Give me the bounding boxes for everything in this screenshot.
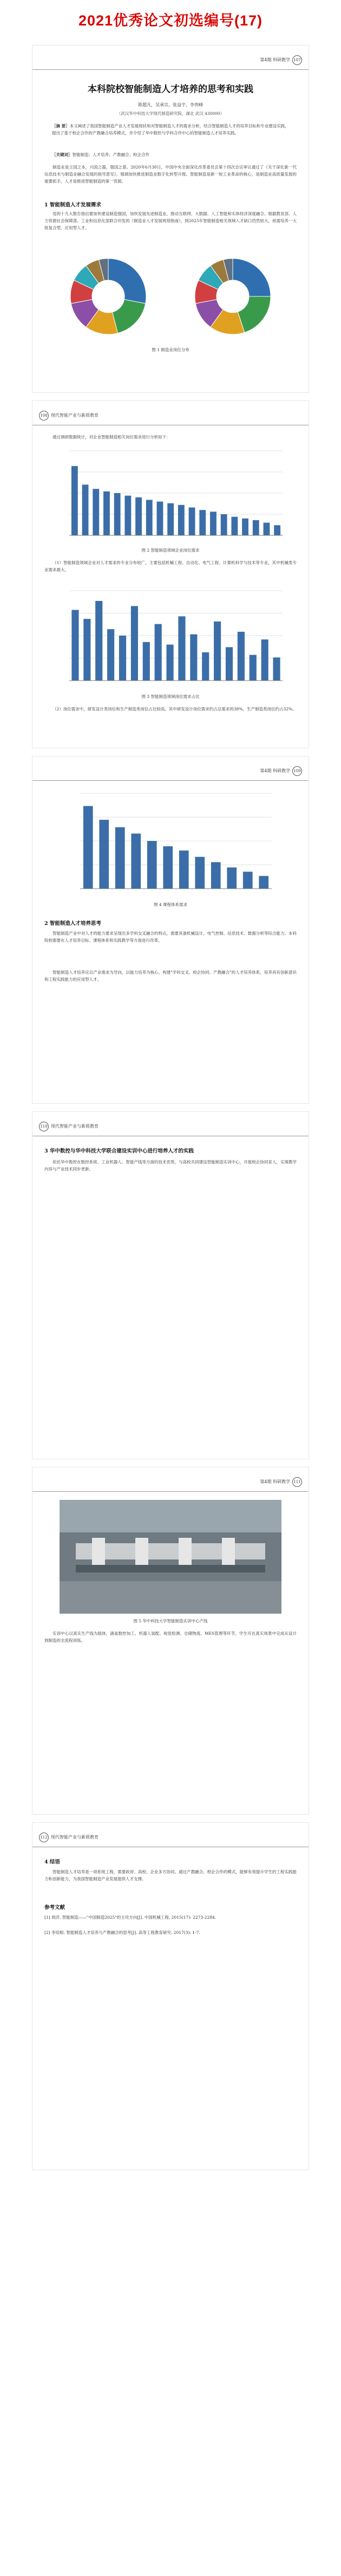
bar (115, 827, 125, 889)
bar (71, 466, 78, 535)
bar (242, 519, 248, 535)
bar (214, 622, 221, 681)
section-3-paragraph-1: 依托华中数控在数控系统、工业机器人、智能产线等方面的技术优势，与高校共同建设智能制造实训中心，开展校企协同育人，实现教学内容与产业技术同步更新。 (44, 1160, 297, 1172)
bar (131, 833, 141, 889)
page-header (32, 1823, 309, 1847)
page-header (32, 756, 309, 781)
bar (202, 652, 209, 681)
page-1 (32, 46, 309, 392)
bar (178, 505, 185, 535)
figure-5-photo (60, 1500, 281, 1614)
section-4-heading: 4 结语 (44, 1859, 60, 1865)
section-2-paragraph-1: 智能制造产业中对人才的能力要求呈现出多学科交叉融合的特点，需要具备机械设计、电气控制、信息技术、数据分析等综合能力。本科院校需要在人才培养目标、课程体系和实践教学等方面进行改革。 (44, 931, 297, 943)
section-label: 第4期 科研教学 (260, 57, 290, 62)
bar (83, 619, 90, 681)
section-2-paragraph-2: 智能制造人才培养应以产业需求为导向，以能力培养为核心，构建"学科交叉、校企协同、产教融合"的人才培养体系，培养具有创新意识和工程实践能力的应用型人才。 (44, 970, 297, 982)
section-label: 现代智能产业与新质教育 (51, 1835, 99, 1840)
keywords-text: 智能制造；人才培养；产教融合；校企合作 (72, 152, 149, 157)
section-1-paragraph-1: 党的十九大报告指出要加快建设制造强国，加快发展先进制造业，推动互联网、大数据、人工智能和实体经济深度融合。根据教育部、人力资源社会保障部、工业和信息化部联合印发的《制造业人才发展规划指南》，到2025年智能制造相关领域人才缺口仍然较大，亟需培养一大批复合型、应用型人才。 (44, 211, 297, 230)
bar (226, 647, 233, 681)
pie-slice (112, 300, 145, 333)
page-number: 111 (292, 1477, 302, 1487)
bar (227, 868, 237, 889)
figure-2-chart (54, 446, 287, 544)
page-header (32, 1467, 309, 1492)
bar (259, 876, 268, 889)
article-title: 本科院校智能制造人才培养的思考和实践 (88, 84, 253, 95)
bar (103, 491, 110, 535)
bar (166, 645, 173, 681)
bar (82, 484, 89, 535)
page-header (32, 1112, 309, 1136)
bar (178, 616, 185, 681)
bar (273, 657, 280, 681)
section-3-heading: 3 华中数控与华中科技大学联合建设实训中心进行培养人才的实践 (44, 1148, 194, 1154)
page-3 (32, 756, 309, 1103)
bar (190, 635, 197, 681)
section-label: 现代智能产业与新质教育 (51, 1124, 99, 1129)
page-5 (32, 1467, 309, 1814)
bar (264, 523, 270, 535)
page-number: 110 (39, 1122, 49, 1131)
section-label: 第4期 科研教学 (260, 768, 290, 773)
section-3-paragraph-2: 实训中心以真实生产线为载体，涵盖数控加工、机器人装配、视觉检测、仓储物流、MES管理等环节，学生可在真实场景中完成从设计到制造的全流程训练。 (44, 1631, 297, 1643)
page-header (32, 401, 309, 425)
page-number: 109 (292, 766, 302, 776)
bar (135, 497, 142, 535)
page-number: 112 (39, 1833, 49, 1842)
bar (179, 851, 189, 889)
bar (131, 606, 138, 681)
section-label: 现代智能产业与新质教育 (51, 413, 99, 418)
section-1-paragraph-4: （2）岗位需求中，研发设计类岗位和生产制造类岗位占比较高，其中研发设计岗位需求约占总需求的38%，生产制造类岗位约占32%。 (53, 707, 297, 711)
bar (211, 862, 221, 889)
keywords (52, 152, 289, 158)
reference-1: [1] 周济. 智能制造——"中国制造2025"的主攻方向[J]. 中国机械工程, 2015(17): 2273-2284. (44, 1915, 217, 1920)
reference-2: [2] 李培根. 智能制造人才培养与产教融合的思考[J]. 高等工程教育研究, 2017(3): 1-7. (44, 1930, 200, 1935)
banner-title: 2021优秀论文初选编号(17) (78, 12, 263, 29)
bar (83, 806, 93, 889)
bar (195, 857, 205, 889)
bar (261, 639, 268, 681)
bar (167, 503, 174, 535)
page-number: 107 (292, 55, 302, 65)
figure-2-caption: 图 2 智能制造领域企业岗位需求 (141, 548, 200, 553)
bar (199, 510, 206, 535)
bar (243, 872, 253, 889)
section-4-paragraph-1: 智能制造人才培养是一项系统工程，需要政府、高校、企业多方协同。通过产教融合、校企合作的模式，能够有效提升学生的工程实践能力和创新能力，为我国智能制造产业发展提供人才支撑。 (44, 1869, 297, 1881)
references-heading: 参考文献 (44, 1905, 65, 1911)
figure-3-chart (54, 586, 287, 689)
bar (274, 525, 280, 535)
bar (147, 841, 157, 889)
bar (114, 493, 121, 535)
bar (253, 520, 259, 535)
page-2 (32, 401, 309, 748)
bar (250, 655, 257, 681)
abstract (52, 122, 289, 137)
pie-slice (108, 258, 146, 303)
bar (157, 502, 163, 535)
section-1-paragraph-2: 通过调研数据统计，对企业智能制造相关岗位需求进行分析如下： (53, 435, 170, 439)
page-6 (32, 1823, 309, 2170)
section-1-heading: 1 智能制造人才发展需求 (44, 202, 101, 208)
bar (71, 610, 78, 681)
bar (231, 517, 238, 535)
page-4 (32, 1112, 309, 1459)
figure-4-caption: 图 4 课程体系需求 (153, 902, 188, 907)
bar (189, 508, 195, 535)
section-1-paragraph-3: （1）智能制造领域企业对人才需求的专业分布较广，主要包括机械工程、自动化、电气工程、计算机科学与技术等专业，其中机械类专业需求最大。 (44, 560, 297, 572)
page-number: 108 (39, 411, 49, 420)
bar (124, 496, 131, 535)
bar (146, 500, 153, 535)
bar (155, 624, 162, 681)
page-header (32, 46, 309, 70)
bar (163, 846, 173, 889)
keywords-label: ［关键词］ (52, 152, 73, 157)
bar (143, 642, 150, 681)
bar (93, 489, 99, 535)
figure-1-caption: 图 1 制造业岗位分布 (152, 347, 189, 352)
bar (107, 629, 114, 681)
intro-paragraph: 制造业是立国之本，兴国之器，强国之基。2020年6月30日，中国中央全面深化改革委员会第十四次会议审议通过了《关于深化新一代信息技术与制造业融合发展的指导意见》，强调加快推进制造业数字化转型升级。智能制造是新一轮工业革命的核心，是制造业高质量发展的重要抓手，人才是推进智能制造的第一资源。 (44, 165, 297, 184)
bar (99, 820, 109, 889)
bar (221, 514, 227, 535)
bar (238, 632, 245, 681)
banner (0, 0, 341, 42)
section-label: 第4期 科研教学 (260, 1479, 290, 1484)
bar (119, 636, 126, 681)
bar (95, 601, 102, 681)
abstract-text: 本文阐述了我国智能制造产业人才发展现状和对智能制造人才的需求分析，结合智能制造人才的培养目标和专业建设实践，提出了基于校企合作的产教融合培养模式，并介绍了华中数控与学科合作中心的智能制造人才培养实践。 (52, 124, 289, 135)
abstract-label: ［摘 要］ (52, 124, 70, 128)
article-authors: 陈超凡，吴承宗，张益宇，李贵峰 (138, 102, 203, 107)
pie-slice (233, 258, 271, 296)
article-affiliation: （武汉华中科技大学现代制造研究院，湖北 武汉 430000） (116, 111, 225, 116)
figure-4-chart (65, 789, 276, 897)
bar (210, 512, 217, 535)
figure-3-caption: 图 3 智能制造领域岗位需求占比 (141, 694, 200, 699)
section-2-heading: 2 智能制造人才培养思考 (44, 921, 101, 927)
figure-5-caption: 图 5 华中科技大学智能制造实训中心产线 (133, 1619, 208, 1623)
figure-1-pies (54, 250, 287, 342)
